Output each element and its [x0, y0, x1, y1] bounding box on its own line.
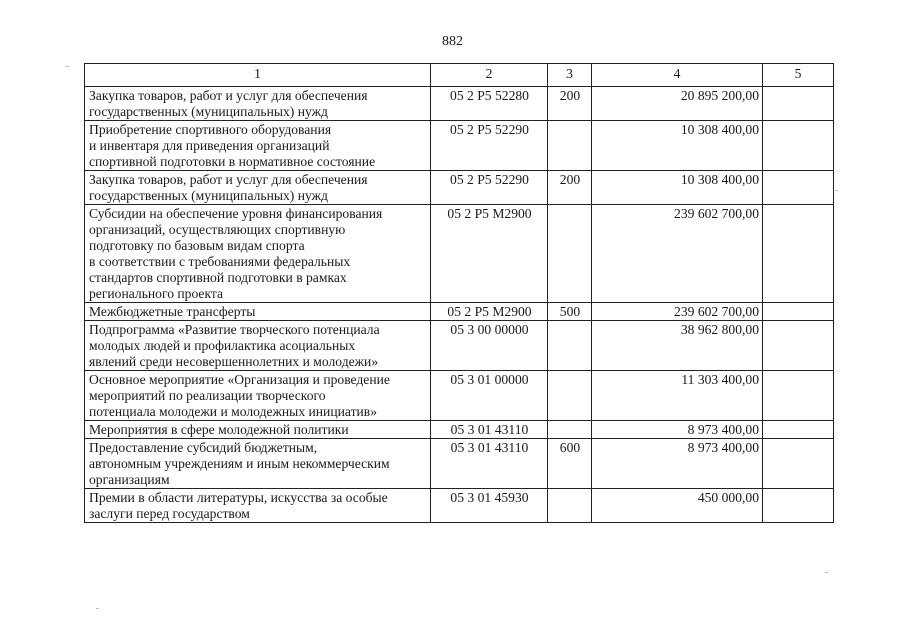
description-line: Закупка товаров, работ и услуг для обеспечения [89, 172, 368, 187]
description-line: спортивной подготовки в нормативное состояние [89, 154, 376, 169]
row-amount: 239 602 700,00 [592, 205, 763, 303]
table-row [85, 421, 834, 439]
row-description [85, 321, 431, 371]
row-description [85, 171, 431, 205]
description-line: в соответствии с требованиями федеральных [89, 254, 351, 269]
description-line: Закупка товаров, работ и услуг для обеспечения [89, 88, 368, 103]
description-line: Субсидии на обеспечение уровня финансирования [89, 206, 383, 221]
description-line: Приобретение спортивного оборудования [89, 122, 332, 137]
row-description [85, 421, 431, 439]
table-row [85, 121, 834, 171]
row-amount: 450 000,00 [592, 489, 763, 523]
row-code: 05 3 01 45930 [431, 489, 548, 523]
row-amount: 239 602 700,00 [592, 303, 763, 321]
row-code: 05 3 00 00000 [431, 321, 548, 371]
description-line: регионального проекта [89, 286, 224, 301]
column-header-1: 1 [85, 64, 431, 87]
row-amount: 8 973 400,00 [592, 421, 763, 439]
column-header-3: 3 [548, 64, 592, 87]
row-expense-type [548, 321, 592, 371]
row-column-5 [763, 489, 834, 523]
row-code: 05 2 P5 52290 [431, 171, 548, 205]
table-row [85, 371, 834, 421]
row-column-5 [763, 439, 834, 489]
row-code: 05 2 P5 52280 [431, 87, 548, 121]
description-line: государственных (муниципальных) нужд [89, 188, 328, 203]
description-line: молодых людей и профилактика асоциальных [89, 338, 356, 353]
row-expense-type: 200 [548, 87, 592, 121]
row-description [85, 87, 431, 121]
table-row [85, 489, 834, 523]
row-code: 05 3 01 43110 [431, 439, 548, 489]
row-code: 05 2 P5 M2900 [431, 303, 548, 321]
table-row [85, 87, 834, 121]
row-code: 05 2 P5 M2900 [431, 205, 548, 303]
description-line: автономным учреждениям и иным некоммерческим [89, 456, 390, 471]
row-code: 05 2 P5 52290 [431, 121, 548, 171]
row-column-5 [763, 205, 834, 303]
table-row [85, 321, 834, 371]
column-header-5: 5 [763, 64, 834, 87]
row-description [85, 303, 431, 321]
description-line: заслуги перед государством [89, 506, 250, 521]
row-expense-type [548, 421, 592, 439]
row-column-5 [763, 321, 834, 371]
row-amount: 11 303 400,00 [592, 371, 763, 421]
row-description [85, 439, 431, 489]
row-code: 05 3 01 43110 [431, 421, 548, 439]
description-line: явлений среди несовершеннолетних и молодежи» [89, 354, 379, 369]
row-expense-type: 500 [548, 303, 592, 321]
column-header-4: 4 [592, 64, 763, 87]
description-line: Премии в области литературы, искусства за особые [89, 490, 388, 505]
header-row [85, 64, 834, 87]
description-line: Подпрограмма «Развитие творческого потенциала [89, 322, 380, 337]
row-amount: 8 973 400,00 [592, 439, 763, 489]
row-amount: 20 895 200,00 [592, 87, 763, 121]
table-row [85, 205, 834, 303]
table-row [85, 171, 834, 205]
table-body [85, 87, 834, 523]
description-line: Основное мероприятие «Организация и проведение [89, 372, 390, 387]
row-column-5 [763, 87, 834, 121]
description-line: Предоставление субсидий бюджетным, [89, 440, 318, 455]
row-expense-type: 600 [548, 439, 592, 489]
description-line: Мероприятия в сфере молодежной политики [89, 422, 349, 437]
column-header-2: 2 [431, 64, 548, 87]
row-amount: 10 308 400,00 [592, 121, 763, 171]
description-line: организаций, осуществляющих спортивную [89, 222, 346, 237]
row-column-5 [763, 171, 834, 205]
scan-speck [835, 190, 838, 191]
row-description [85, 205, 431, 303]
budget-table [84, 63, 834, 523]
description-line: государственных (муниципальных) нужд [89, 104, 328, 119]
row-code: 05 3 01 00000 [431, 371, 548, 421]
scan-speck [96, 608, 99, 609]
description-line: Межбюджетные трансферты [89, 304, 256, 319]
table-row [85, 439, 834, 489]
row-column-5 [763, 303, 834, 321]
row-expense-type [548, 205, 592, 303]
table-row [85, 303, 834, 321]
scan-speck [825, 572, 828, 573]
row-column-5 [763, 121, 834, 171]
row-amount: 38 962 800,00 [592, 321, 763, 371]
description-line: стандартов спортивной подготовки в рамках [89, 270, 347, 285]
description-line: мероприятий по реализации творческого [89, 388, 326, 403]
row-column-5 [763, 421, 834, 439]
row-amount: 10 308 400,00 [592, 171, 763, 205]
description-line: и инвентаря для приведения организаций [89, 138, 330, 153]
row-description [85, 489, 431, 523]
row-expense-type [548, 489, 592, 523]
row-description [85, 371, 431, 421]
row-column-5 [763, 371, 834, 421]
description-line: организациям [89, 472, 170, 487]
row-expense-type [548, 371, 592, 421]
description-line: потенциала молодежи и молодежных инициатив» [89, 404, 377, 419]
row-expense-type [548, 121, 592, 171]
row-expense-type: 200 [548, 171, 592, 205]
row-description [85, 121, 431, 171]
scan-speck [66, 66, 69, 67]
description-line: подготовку по базовым видам спорта [89, 238, 305, 253]
page-number: 882 [442, 34, 463, 49]
